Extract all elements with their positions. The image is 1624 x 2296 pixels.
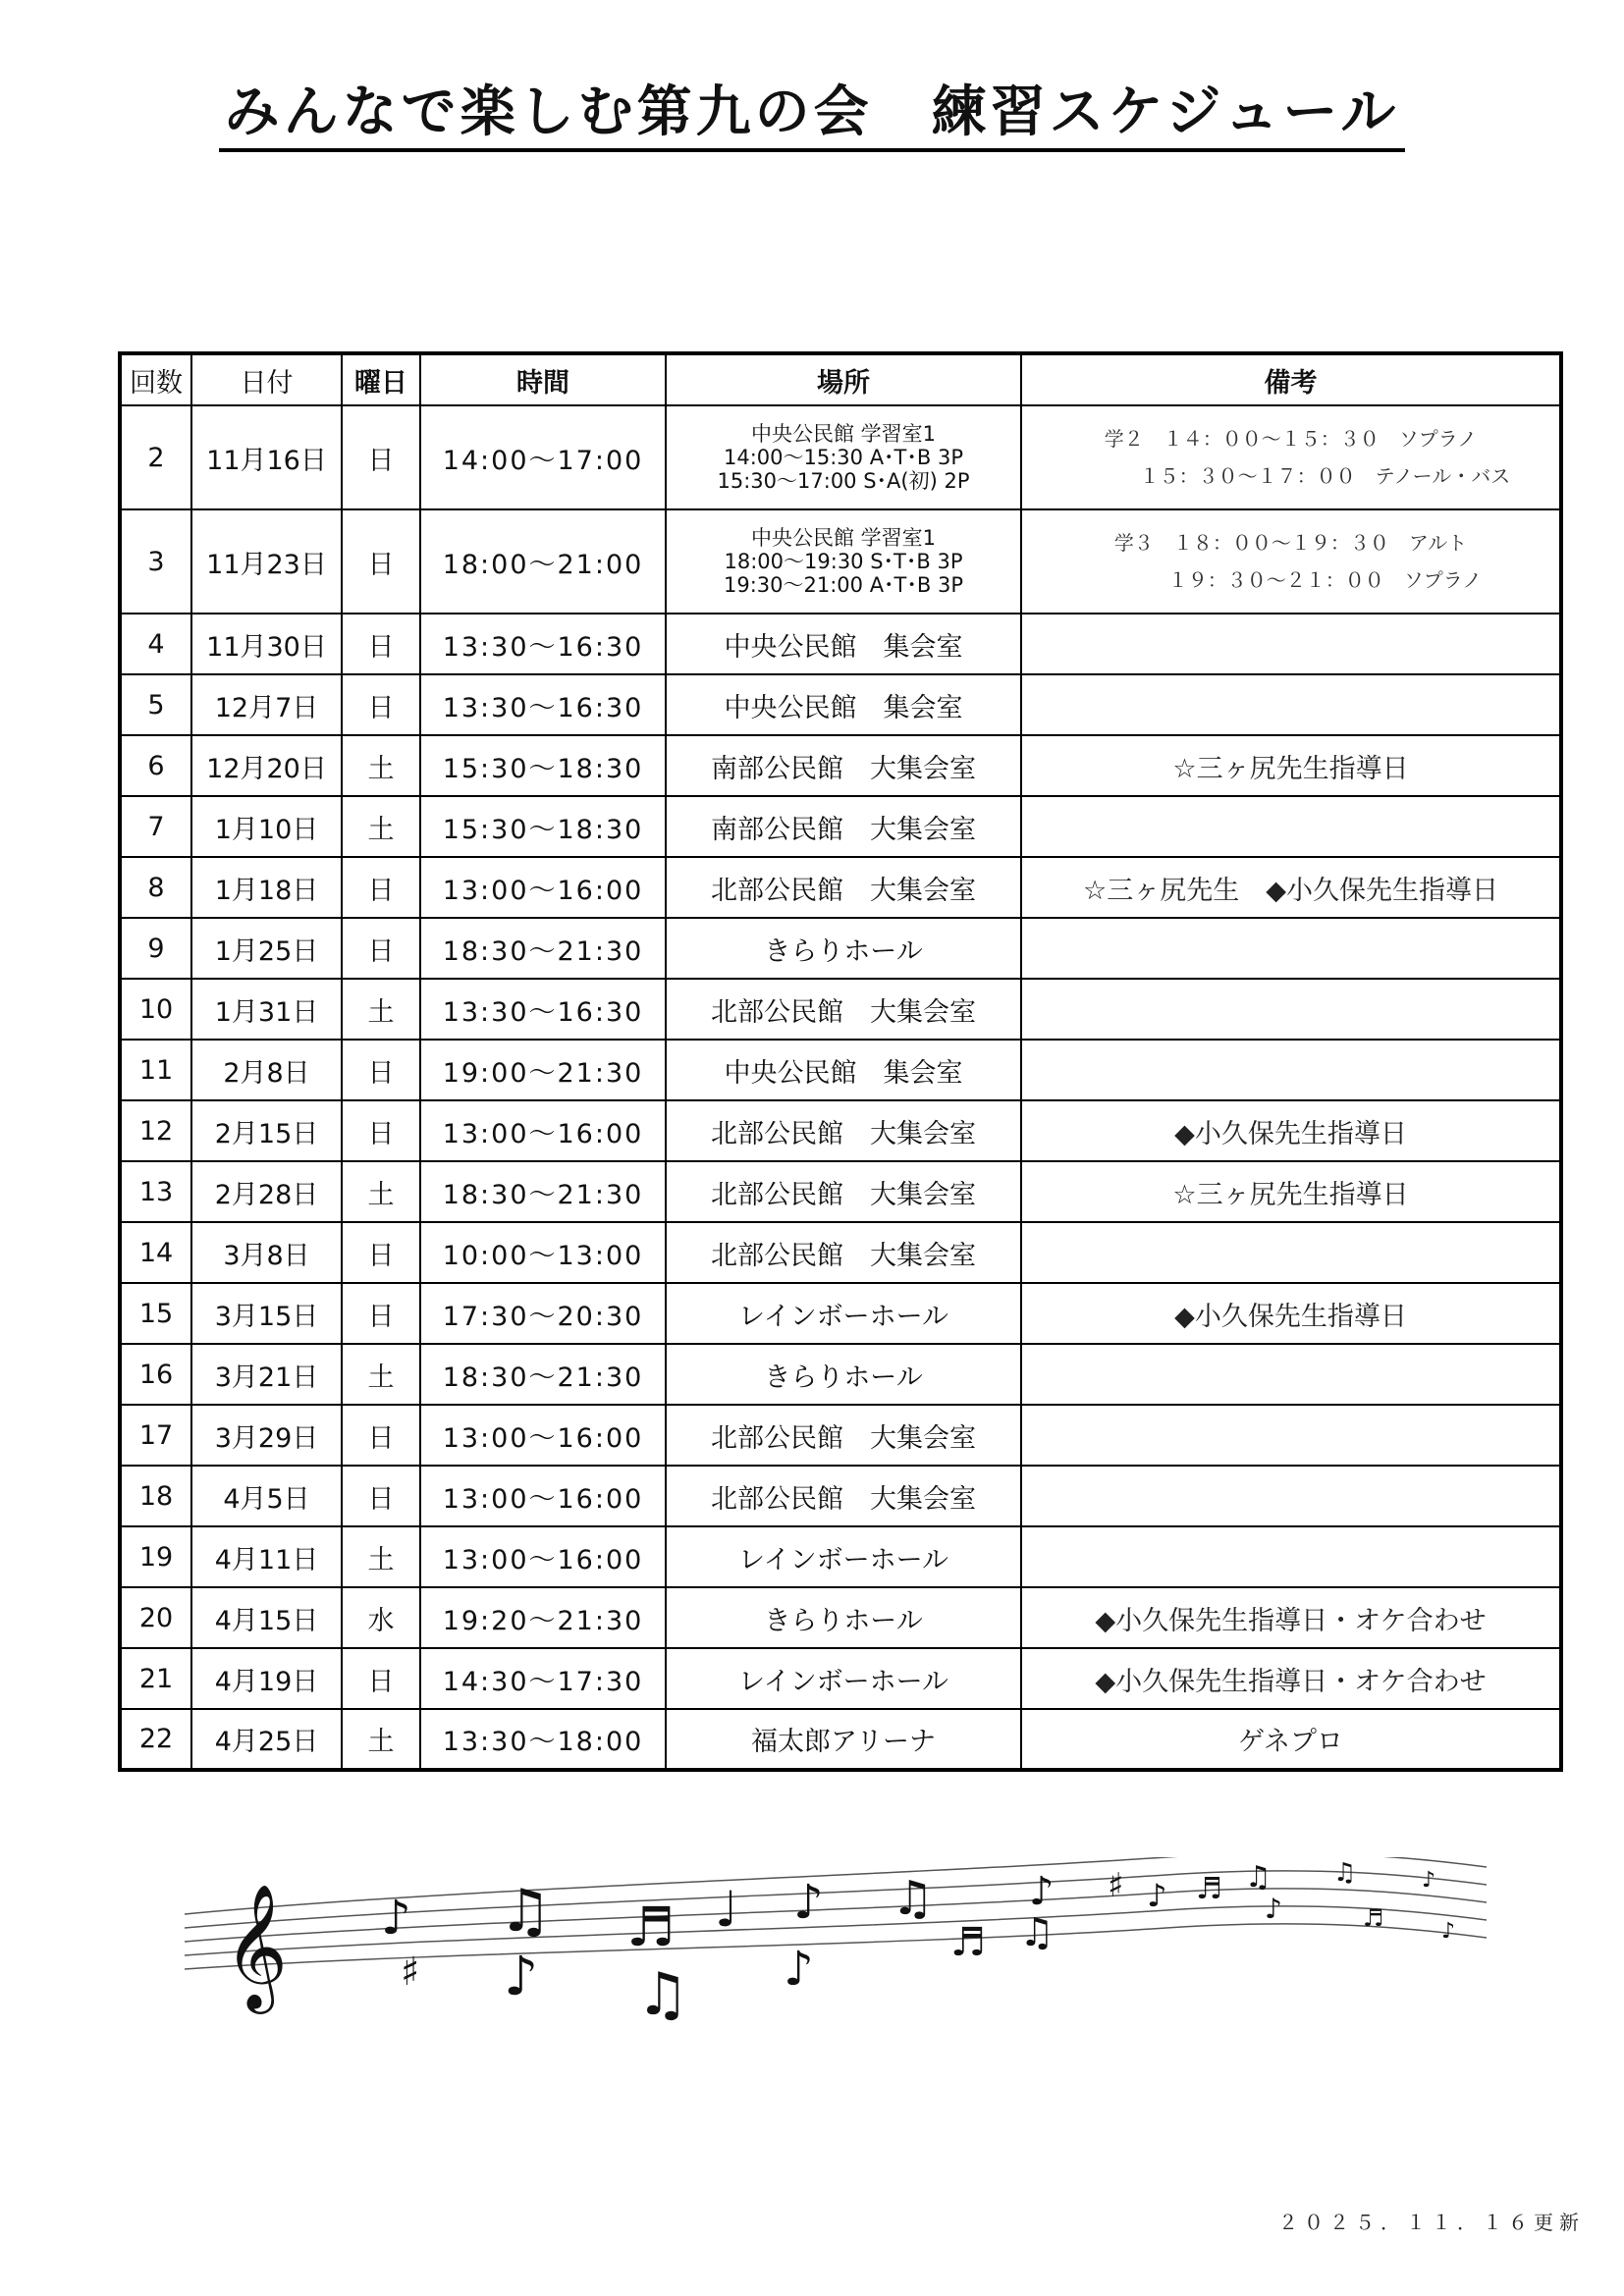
cell-num: 2 [120,405,191,509]
note-icon: ♫ [636,1960,689,2029]
table-row [120,796,1561,857]
cell-note [1021,1466,1561,1526]
treble-clef-icon: 𝄞 [224,1883,289,2008]
cell-num: 18 [120,1466,191,1526]
cell-time: 10:00〜13:00 [420,1222,666,1283]
note-icon: ♫ [499,1877,552,1946]
page-title-text: みんなで楽しむ第九の会 練習スケジュール [219,80,1406,152]
cell-place [666,509,1021,614]
cell-time: 13:30〜18:00 [420,1709,666,1770]
table-row [120,1222,1561,1283]
cell-note [1021,1405,1561,1466]
table-row [120,918,1561,979]
cell-num: 14 [120,1222,191,1283]
cell-num: 11 [120,1040,191,1100]
note-icon: ♪ [1147,1877,1167,1914]
note-icon: ♪ [1265,1893,1282,1925]
note-icon: ♪ [381,1891,411,1946]
table-row [120,735,1561,796]
table-row [120,614,1561,674]
cell-day: 土 [342,979,420,1040]
cell-time: 14:30〜17:30 [420,1648,666,1709]
cell-time: 13:30〜16:30 [420,979,666,1040]
cell-day: 日 [342,857,420,918]
cell-day: 日 [342,1222,420,1283]
cell-day: 日 [342,1100,420,1161]
cell-time: 13:30〜16:30 [420,674,666,735]
cell-day: 日 [342,674,420,735]
cell-note: ☆三ヶ尻先生 ◆小久保先生指導日 [1021,857,1561,918]
cell-place: 中央公民館 集会室 [666,1040,1021,1100]
cell-place: レインボーホール [666,1283,1021,1344]
cell-date: 1月31日 [191,979,342,1040]
note-line-2: １５：３０〜１７：００ テノール・バス [1139,464,1511,488]
cell-time: 15:30〜18:30 [420,735,666,796]
cell-place: 中央公民館 集会室 [666,614,1021,674]
cell-note [1021,405,1561,509]
note-icon: ♫ [1333,1858,1357,1888]
header-date: 日付 [191,353,342,405]
cell-day: 日 [342,918,420,979]
cell-place: 南部公民館 大集会室 [666,735,1021,796]
cell-num: 19 [120,1526,191,1587]
cell-num: 20 [120,1587,191,1648]
cell-day: 水 [342,1587,420,1648]
cell-time: 13:00〜16:00 [420,857,666,918]
cell-place: 南部公民館 大集会室 [666,796,1021,857]
table-row [120,857,1561,918]
cell-num: 4 [120,614,191,674]
note-icon: ♬ [1363,1904,1384,1932]
page-title [0,69,1624,147]
cell-num: 3 [120,509,191,614]
cell-day: 土 [342,735,420,796]
table-row [120,1709,1561,1770]
table-row [120,1161,1561,1222]
note-icon: ♫ [1019,1910,1055,1955]
cell-date: 11月23日 [191,509,342,614]
cell-note [1021,1344,1561,1405]
cell-time: 17:30〜20:30 [420,1283,666,1344]
header-place: 場所 [666,353,1021,405]
note-icon: ♪ [1029,1869,1055,1914]
cell-note [1021,1526,1561,1587]
cell-time: 18:30〜21:30 [420,918,666,979]
cell-date: 12月7日 [191,674,342,735]
cell-num: 13 [120,1161,191,1222]
sharp-icon: ♯ [401,1949,420,1995]
cell-num: 9 [120,918,191,979]
cell-date: 3月21日 [191,1344,342,1405]
cell-date: 4月15日 [191,1587,342,1648]
cell-note: ◆小久保先生指導日・オケ合わせ [1021,1587,1561,1648]
cell-date: 3月8日 [191,1222,342,1283]
cell-date: 1月25日 [191,918,342,979]
cell-note [1021,918,1561,979]
schedule-table [118,351,1563,1772]
table-row [120,509,1561,614]
cell-day: 土 [342,1709,420,1770]
cell-num: 10 [120,979,191,1040]
note-icon: ♬ [626,1896,676,1958]
place-line-1: 中央公民館 学習室1 [750,526,937,550]
note-line-1: 学３ １８：００〜１９：３０ アルト [1113,531,1468,555]
cell-place: 北部公民館 大集会室 [666,979,1021,1040]
cell-note [1021,979,1561,1040]
cell-note: ◆小久保先生指導日 [1021,1100,1561,1161]
cell-time: 19:00〜21:30 [420,1040,666,1100]
table-row [120,1283,1561,1344]
cell-day: 日 [342,1648,420,1709]
cell-note: ☆三ヶ尻先生指導日 [1021,1161,1561,1222]
cell-date: 2月28日 [191,1161,342,1222]
cell-day: 日 [342,1405,420,1466]
table-header-row [120,353,1561,405]
cell-day: 土 [342,1161,420,1222]
cell-place: レインボーホール [666,1526,1021,1587]
cell-num: 22 [120,1709,191,1770]
updated-date: ２０２５．１１．１６更新 [1278,2211,1585,2234]
table-row [120,1344,1561,1405]
note-icon: ♫ [1245,1860,1272,1895]
note-icon: ♪ [1441,1919,1456,1944]
table-row [120,1040,1561,1100]
note-line-1: 学２ １４：００〜１５：３０ ソプラノ [1104,427,1478,451]
note-icon: ♪ [504,1945,539,2007]
cell-day: 土 [342,796,420,857]
cell-day: 土 [342,1344,420,1405]
cell-place [666,405,1021,509]
cell-place: 中央公民館 集会室 [666,674,1021,735]
cell-day: 日 [342,405,420,509]
table-row [120,1405,1561,1466]
cell-note: ◆小久保先生指導日・オケ合わせ [1021,1648,1561,1709]
cell-day: 土 [342,1526,420,1587]
table-row [120,405,1561,509]
cell-date: 1月10日 [191,796,342,857]
place-line-2: 14:00〜15:30 A･T･B 3P [723,446,963,469]
cell-place: きらりホール [666,918,1021,979]
cell-place: 福太郎アリーナ [666,1709,1021,1770]
cell-num: 17 [120,1405,191,1466]
cell-date: 4月11日 [191,1526,342,1587]
cell-place: きらりホール [666,1344,1021,1405]
cell-day: 日 [342,1040,420,1100]
cell-place: レインボーホール [666,1648,1021,1709]
cell-num: 12 [120,1100,191,1161]
cell-date: 12月20日 [191,735,342,796]
place-line-3: 19:30〜21:00 A･T･B 3P [723,573,963,597]
table-row [120,1648,1561,1709]
cell-num: 5 [120,674,191,735]
cell-num: 16 [120,1344,191,1405]
table-row [120,674,1561,735]
cell-place: 北部公民館 大集会室 [666,857,1021,918]
cell-note: ◆小久保先生指導日 [1021,1283,1561,1344]
header-time: 時間 [420,353,666,405]
place-line-1: 中央公民館 学習室1 [750,422,937,446]
cell-day: 日 [342,614,420,674]
place-line-3: 15:30〜17:00 S･A(初) 2P [717,469,970,493]
header-note: 備考 [1021,353,1561,405]
cell-time: 18:00〜21:00 [420,509,666,614]
cell-time: 13:00〜16:00 [420,1405,666,1466]
cell-note [1021,796,1561,857]
cell-note [1021,1040,1561,1100]
cell-date: 4月25日 [191,1709,342,1770]
cell-note [1021,614,1561,674]
cell-note: ゲネプロ [1021,1709,1561,1770]
note-icon: ♫ [892,1871,935,1926]
cell-place: 北部公民館 大集会室 [666,1100,1021,1161]
cell-time: 13:30〜16:30 [420,614,666,674]
cell-time: 19:20〜21:30 [420,1587,666,1648]
cell-num: 6 [120,735,191,796]
sharp-icon: ♯ [1108,1866,1124,1905]
cell-place: 北部公民館 大集会室 [666,1466,1021,1526]
header-num: 回数 [120,353,191,405]
cell-time: 18:30〜21:30 [420,1344,666,1405]
cell-date: 3月15日 [191,1283,342,1344]
cell-time: 13:00〜16:00 [420,1526,666,1587]
cell-num: 21 [120,1648,191,1709]
cell-num: 8 [120,857,191,918]
cell-date: 2月15日 [191,1100,342,1161]
cell-note: ☆三ヶ尻先生指導日 [1021,735,1561,796]
cell-date: 4月19日 [191,1648,342,1709]
cell-place: きらりホール [666,1587,1021,1648]
cell-note [1021,674,1561,735]
cell-date: 1月18日 [191,857,342,918]
table-row [120,979,1561,1040]
note-icon: ♪ [793,1875,824,1930]
note-icon: ♪ [1422,1868,1436,1893]
cell-time: 15:30〜18:30 [420,796,666,857]
cell-date: 3月29日 [191,1405,342,1466]
cell-date: 11月30日 [191,614,342,674]
music-staff-icon [185,1857,1487,2044]
note-icon: ♬ [950,1920,986,1965]
cell-num: 15 [120,1283,191,1344]
cell-time: 13:00〜16:00 [420,1466,666,1526]
note-icon: ♬ [1196,1872,1222,1906]
table-row [120,1587,1561,1648]
header-day: 曜日 [342,353,420,405]
cell-time: 14:00〜17:00 [420,405,666,509]
place-line-2: 18:00〜19:30 S･T･B 3P [724,550,963,573]
cell-time: 18:30〜21:30 [420,1161,666,1222]
cell-place: 北部公民館 大集会室 [666,1222,1021,1283]
note-icon: ♪ [784,1942,814,1997]
cell-day: 日 [342,1466,420,1526]
cell-place: 北部公民館 大集会室 [666,1405,1021,1466]
cell-day: 日 [342,1283,420,1344]
note-line-2: １９：３０〜２１：００ ソプラノ [1167,568,1483,592]
table-row [120,1100,1561,1161]
cell-place: 北部公民館 大集会室 [666,1161,1021,1222]
table-row [120,1526,1561,1587]
cell-date: 4月5日 [191,1466,342,1526]
note-icon: ♩ [715,1881,738,1938]
cell-date: 2月8日 [191,1040,342,1100]
cell-time: 13:00〜16:00 [420,1100,666,1161]
cell-num: 7 [120,796,191,857]
cell-day: 日 [342,509,420,614]
cell-date: 11月16日 [191,405,342,509]
cell-note [1021,1222,1561,1283]
cell-note [1021,509,1561,614]
table-row [120,1466,1561,1526]
